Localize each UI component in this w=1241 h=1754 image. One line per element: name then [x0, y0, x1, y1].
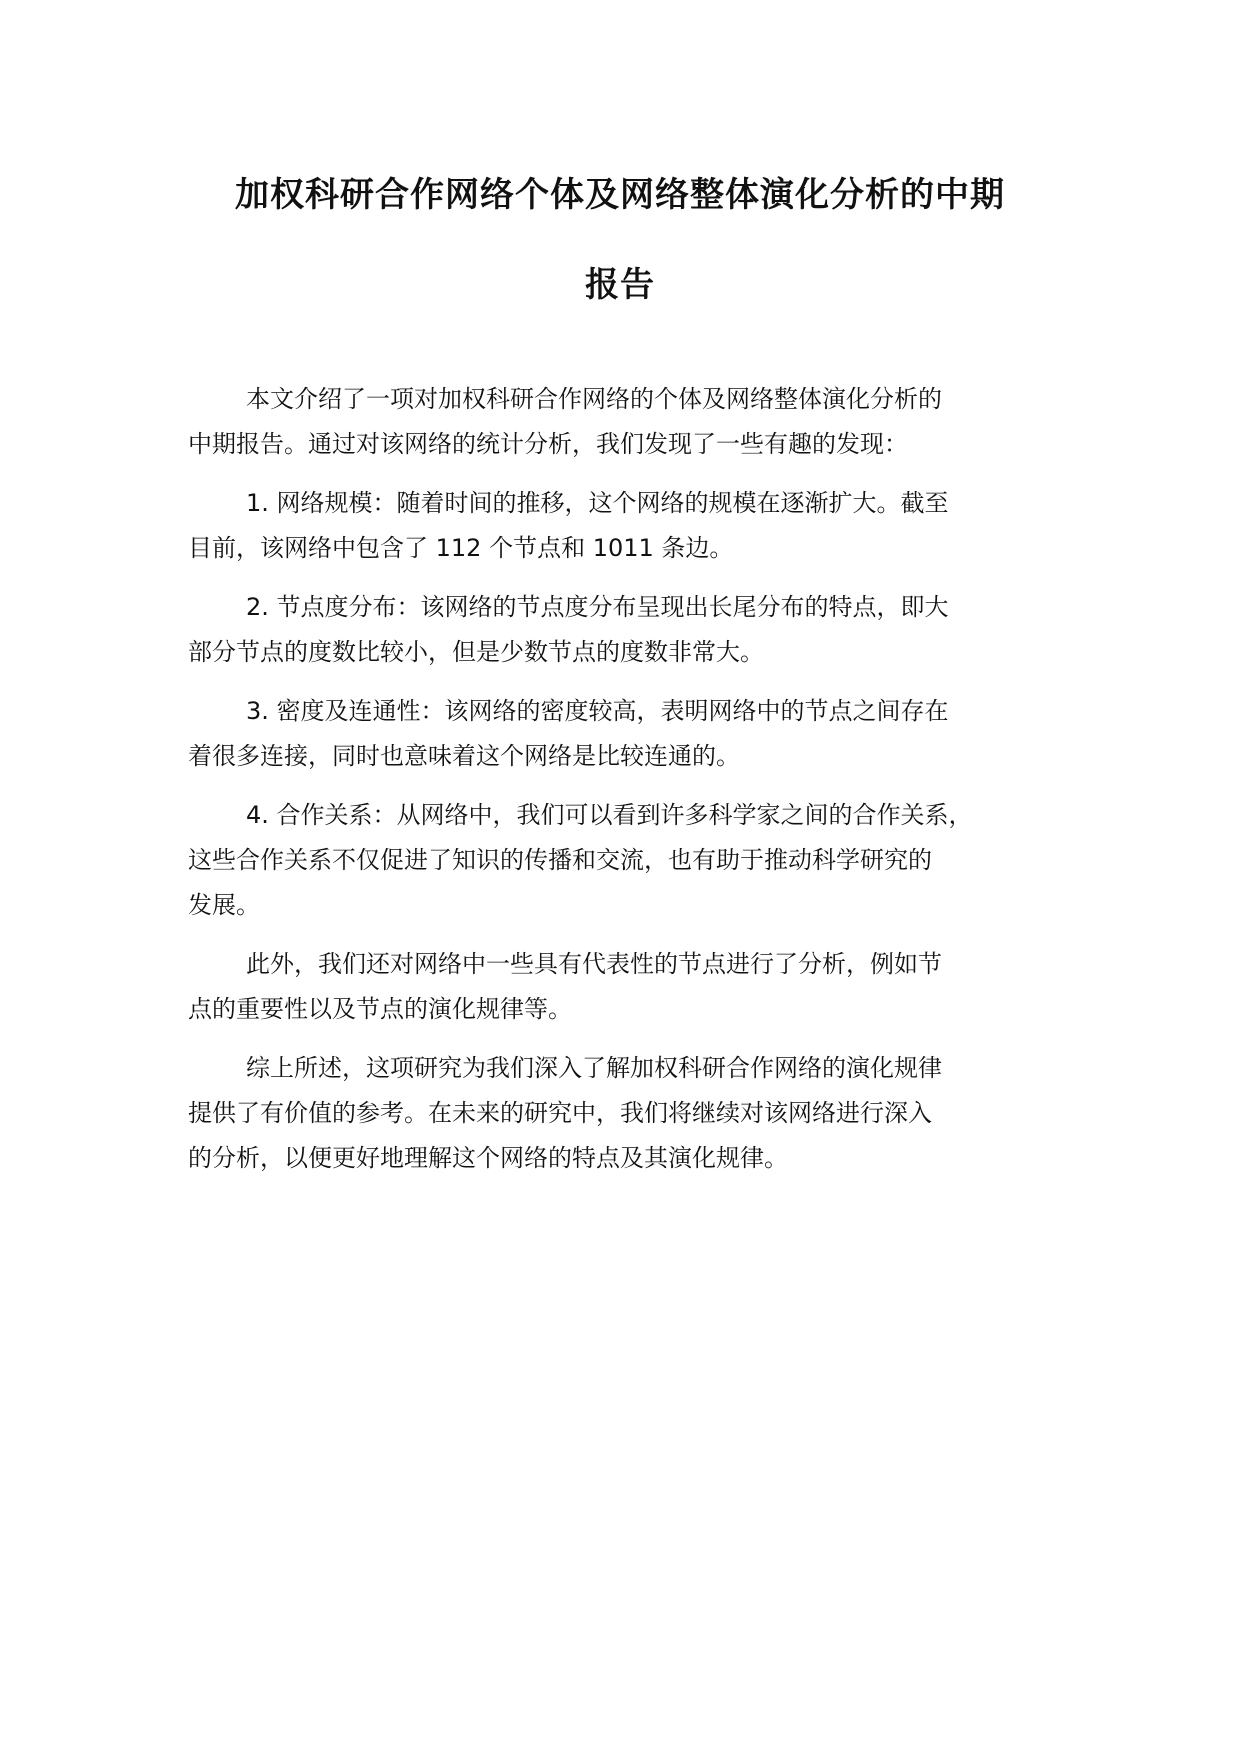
document-body — [188, 377, 1083, 1195]
paragraph-line: 2. 节点度分布：该网络的节点度分布呈现出长尾分布的特点，即大 — [246, 593, 949, 621]
paragraph-line: 的分析，以便更好地理解这个网络的特点及其演化规律。 — [188, 1144, 788, 1172]
paragraph-line: 中期报告。通过对该网络的统计分析，我们发现了一些有趣的发现： — [188, 430, 908, 458]
paragraph-line: 目前，该网络中包含了 112 个节点和 1011 条边。 — [188, 534, 734, 562]
paragraph-density-connectivity — [188, 689, 1083, 779]
paragraph-line: 着很多连接，同时也意味着这个网络是比较连通的。 — [188, 742, 740, 770]
paragraph-cooperation — [188, 793, 1083, 928]
paragraph-line: 点的重要性以及节点的演化规律等。 — [188, 995, 572, 1023]
document-title-line-1: 加权科研合作网络个体及网络整体演化分析的中期 — [235, 175, 1005, 215]
paragraph-line: 1. 网络规模：随着时间的推移，这个网络的规模在逐渐扩大。截至 — [246, 489, 949, 517]
document-title-line-2: 报告 — [585, 265, 655, 305]
paragraph-line: 部分节点的度数比较小，但是少数节点的度数非常大。 — [188, 638, 764, 666]
paragraph-line: 这些合作关系不仅促进了知识的传播和交流，也有助于推动科学研究的 — [188, 846, 932, 874]
paragraph-line: 4. 合作关系：从网络中，我们可以看到许多科学家之间的合作关系， — [246, 801, 973, 829]
paragraph-conclusion — [188, 1046, 1083, 1181]
paragraph-line: 发展。 — [188, 891, 260, 919]
paragraph-line: 此外，我们还对网络中一些具有代表性的节点进行了分析，例如节 — [246, 950, 942, 978]
paragraph-line: 提供了有价值的参考。在未来的研究中，我们将继续对该网络进行深入 — [188, 1099, 932, 1127]
paragraph-line: 本文介绍了一项对加权科研合作网络的个体及网络整体演化分析的 — [246, 385, 942, 413]
paragraph-network-scale — [188, 481, 1083, 571]
paragraph-line: 综上所述，这项研究为我们深入了解加权科研合作网络的演化规律 — [246, 1054, 942, 1082]
paragraph-intro — [188, 377, 1083, 467]
paragraph-line: 3. 密度及连通性：该网络的密度较高，表明网络中的节点之间存在 — [246, 697, 949, 725]
paragraph-degree-distribution — [188, 585, 1083, 675]
paragraph-representative-nodes — [188, 942, 1083, 1032]
